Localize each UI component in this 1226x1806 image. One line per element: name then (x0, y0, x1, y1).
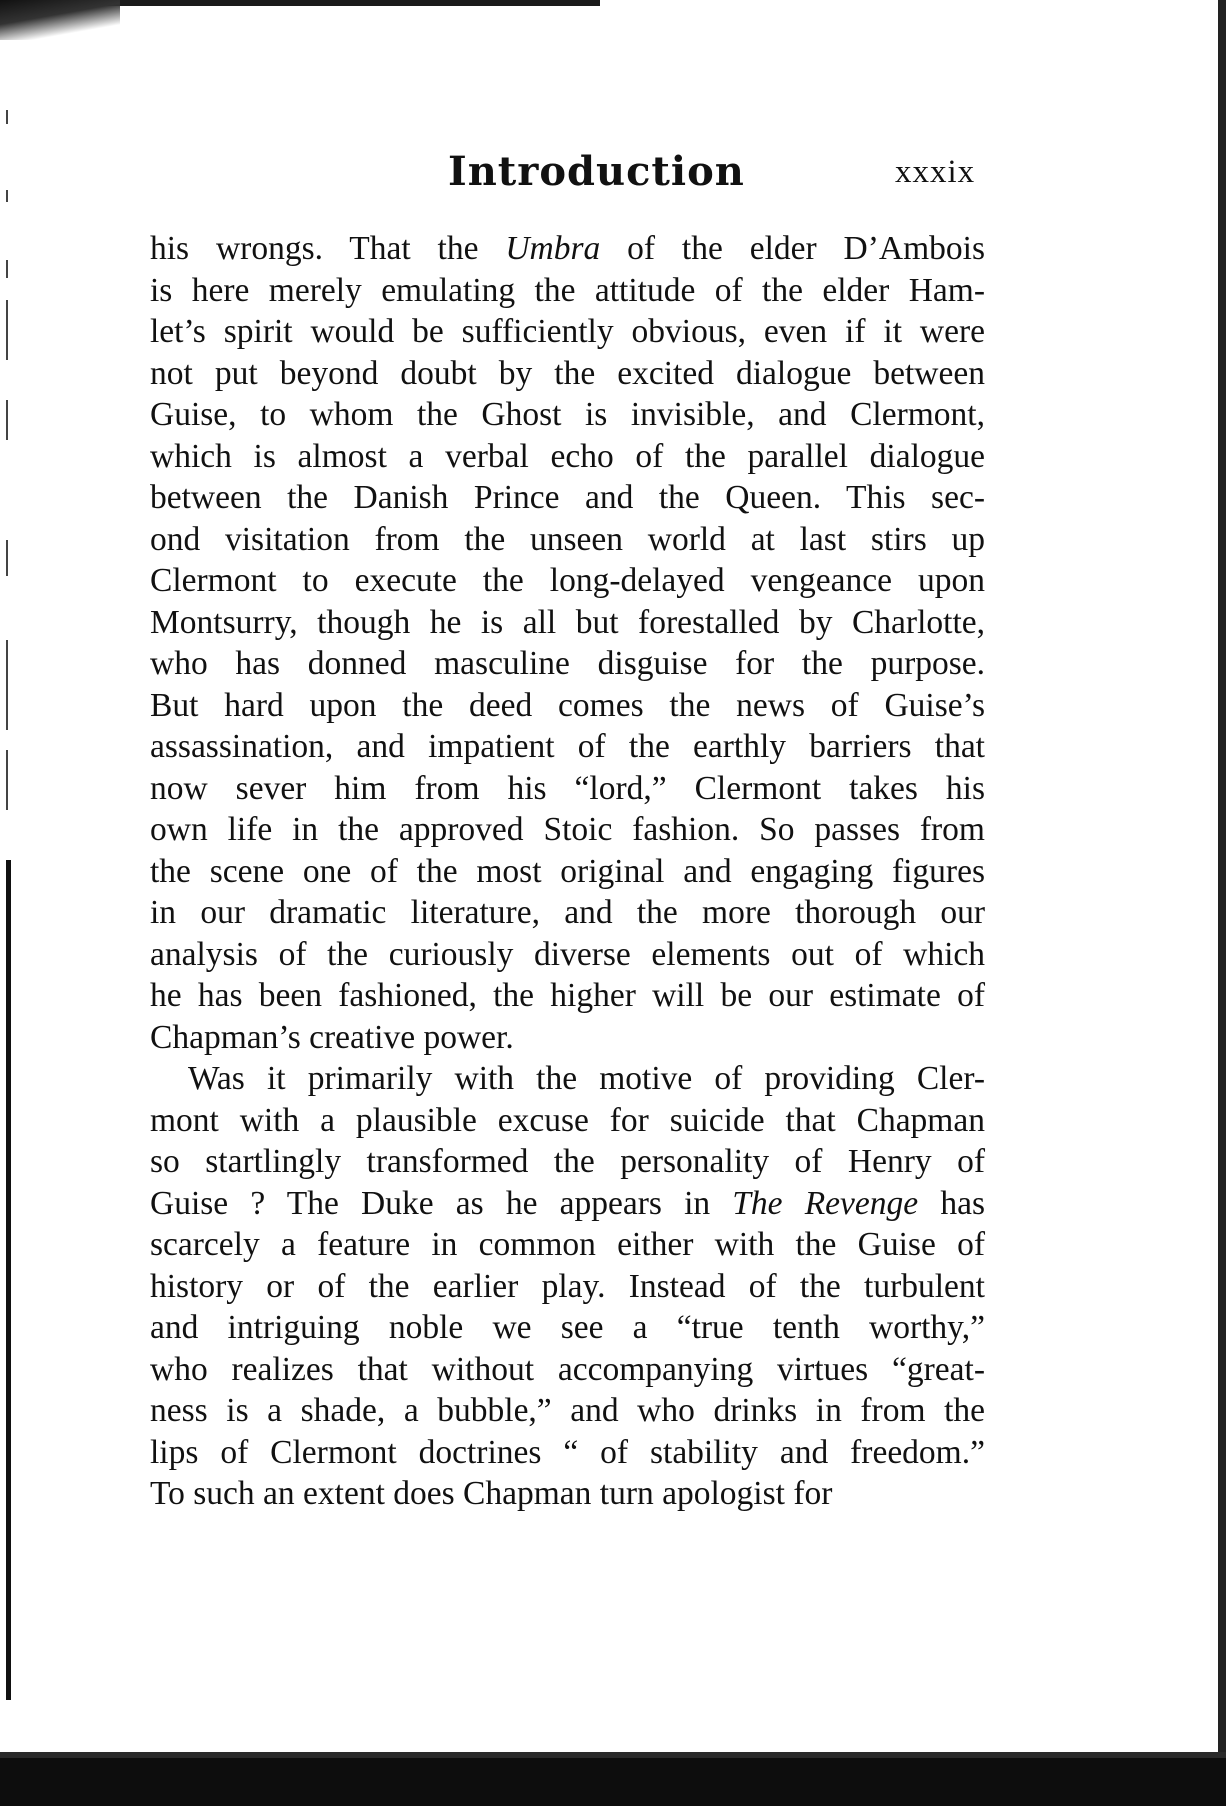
text-line (150, 934, 985, 976)
text-run: Montsurry, though he is all but forestalled by Charlotte, (150, 603, 985, 641)
text-run: Chapman’s creative power. (150, 1018, 514, 1056)
scan-edge-left-tick (6, 300, 8, 360)
text-line (150, 1141, 985, 1183)
text-line (150, 311, 985, 353)
text-run: has (918, 1184, 985, 1222)
text-line (150, 560, 985, 602)
scan-edge-left-tick (6, 640, 8, 730)
scan-edge-left-tick (6, 400, 8, 440)
text-run: history or of the earlier play. Instead of the turbulent (150, 1267, 985, 1305)
text-run: which is almost a verbal echo of the parallel dialogue (150, 437, 985, 475)
text-line (150, 1058, 985, 1100)
text-run: ness is a shade, a bubble,” and who drinks in from the (150, 1392, 985, 1429)
text-run: between the Danish Prince and the Queen. This sec- (150, 479, 985, 516)
text-run: Clermont to execute the long-delayed vengeance upon (150, 562, 985, 599)
scan-edge-left-rule (6, 860, 11, 1700)
text-run: To such an extent does Chapman turn apologist for (150, 1475, 833, 1512)
text-run: in our dramatic literature, and the more thorough our (150, 894, 985, 931)
scan-edge-left-tick (6, 260, 8, 278)
scan-edge-right (1218, 0, 1226, 1806)
text-line (150, 1266, 985, 1308)
text-line (150, 228, 985, 270)
text-line (150, 1307, 985, 1349)
text-run: the scene one of the most original and engaging figures (150, 852, 985, 890)
text-run: Guise, to whom the Ghost is invisible, and Clermont, (150, 396, 985, 433)
text-run: ond visitation from the unseen world at last stirs up (150, 520, 985, 558)
text-line (150, 602, 985, 644)
text-line (150, 353, 985, 395)
text-line (150, 643, 985, 685)
text-line (150, 270, 985, 312)
text-line (150, 1100, 985, 1142)
running-head (0, 148, 1226, 208)
text-line (150, 1224, 985, 1266)
text-line (150, 975, 985, 1017)
running-head-title: Introduction (448, 148, 745, 195)
scan-edge-left-tick (6, 540, 8, 576)
page-number: xxxix (895, 154, 976, 190)
text-run: his wrongs. That the (150, 230, 506, 267)
text-line (150, 394, 985, 436)
text-run: is here merely emulating the attitude of the elder Ham- (150, 271, 985, 309)
text-line (150, 685, 985, 727)
text-run: not put beyond doubt by the excited dialogue between (150, 354, 985, 392)
text-line (150, 477, 985, 519)
scan-edge-top-corner (0, 0, 120, 40)
body-text (150, 228, 985, 1515)
text-run: of the elder D’Ambois (600, 230, 985, 267)
italic-title: The Revenge (732, 1184, 919, 1222)
text-run: lips of Clermont doctrines “ of stability and freedom.” (150, 1433, 985, 1471)
text-run: Was it primarily with the motive of providing Cler- (188, 1060, 985, 1097)
text-line (150, 1183, 985, 1225)
text-run: But hard upon the deed comes the news of Guise’s (150, 686, 985, 724)
italic-title: Umbra (505, 230, 601, 267)
text-run: who has donned masculine disguise for the purpose. (150, 645, 985, 682)
text-line (150, 1432, 985, 1474)
scan-edge-left-tick (6, 750, 8, 810)
text-line (150, 436, 985, 478)
text-line (150, 768, 985, 810)
text-run: he has been fashioned, the higher will be our estimate of (150, 977, 985, 1014)
paragraph-2 (150, 1058, 985, 1515)
text-line (150, 892, 985, 934)
scan-edge-bottom (0, 1758, 1226, 1806)
text-line (150, 851, 985, 893)
text-run: now sever him from his “lord,” Clermont takes his (150, 769, 985, 807)
text-run: so startlingly transformed the personality of Henry of (150, 1143, 985, 1180)
text-line (150, 519, 985, 561)
text-line (150, 1390, 985, 1432)
text-run: mont with a plausible excuse for suicide that Chapman (150, 1101, 985, 1139)
text-run: assassination, and impatient of the earthly barriers that (150, 728, 985, 765)
text-run: and intriguing noble we see a “true tenth worthy,” (150, 1309, 985, 1346)
text-line (150, 726, 985, 768)
text-run: own life in the approved Stoic fashion. So passes from (150, 811, 985, 848)
text-line (150, 1473, 985, 1515)
text-run: who realizes that without accompanying virtues “great- (150, 1350, 985, 1388)
text-line (150, 1349, 985, 1391)
text-run: analysis of the curiously diverse elements out of which (150, 935, 985, 973)
text-run: scarcely a feature in common either with the Guise of (150, 1226, 985, 1263)
text-run: let’s spirit would be sufficiently obvious, even if it were (150, 313, 985, 350)
text-line (150, 809, 985, 851)
text-run: Guise ? The Duke as he appears in (150, 1184, 733, 1222)
text-line (150, 1017, 985, 1059)
paragraph-1 (150, 228, 985, 1058)
scan-edge-left-tick (6, 110, 8, 124)
